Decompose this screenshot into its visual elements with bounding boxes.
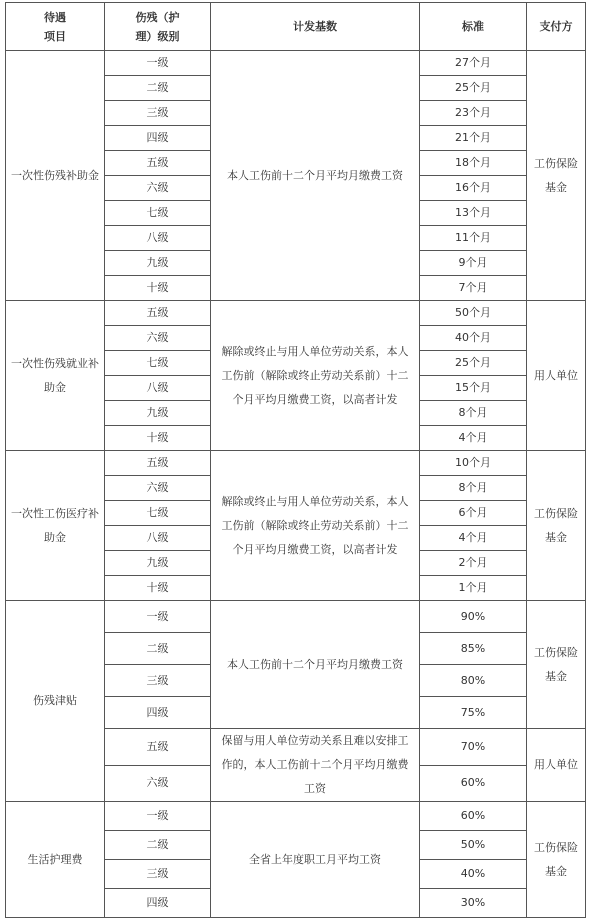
table-row — [6, 301, 586, 326]
standard-cell: 16个月 — [420, 176, 527, 201]
basis-cell: 解除或终止与用人单位劳动关系，本人工伤前（解除或终止劳动关系前）十二个月平均月缴费工资，以高者计发 — [211, 451, 420, 601]
standard-cell: 25个月 — [420, 351, 527, 376]
standard-cell: 2个月 — [420, 551, 527, 576]
header-level-line1: 伤残（护 — [135, 10, 180, 24]
standard-cell: 9个月 — [420, 251, 527, 276]
header-payer: 支付方 — [527, 3, 586, 51]
standard-cell: 4个月 — [420, 526, 527, 551]
table-row — [6, 601, 586, 633]
payer-cell: 用人单位 — [527, 729, 586, 802]
standard-cell: 40% — [420, 860, 527, 889]
level-cell: 七级 — [105, 201, 211, 226]
basis-cell: 解除或终止与用人单位劳动关系，本人工伤前（解除或终止劳动关系前）十二个月平均月缴费工资，以高者计发 — [211, 301, 420, 451]
level-cell: 二级 — [105, 633, 211, 665]
benefit-name-cell: 一次性工伤医疗补助金 — [6, 451, 105, 601]
basis-cell: 本人工伤前十二个月平均月缴费工资 — [211, 601, 420, 729]
basis-cell: 本人工伤前十二个月平均月缴费工资 — [211, 51, 420, 301]
level-cell: 九级 — [105, 551, 211, 576]
header-benefit — [6, 3, 105, 51]
standard-cell: 70% — [420, 729, 527, 766]
level-cell: 三级 — [105, 665, 211, 697]
basis-cell: 保留与用人单位劳动关系且难以安排工作的，本人工伤前十二个月平均月缴费工资 — [211, 729, 420, 802]
header-standard: 标准 — [420, 3, 527, 51]
level-cell: 六级 — [105, 176, 211, 201]
level-cell: 二级 — [105, 76, 211, 101]
level-cell: 三级 — [105, 860, 211, 889]
level-cell: 六级 — [105, 476, 211, 501]
standard-cell: 27个月 — [420, 51, 527, 76]
standard-cell: 13个月 — [420, 201, 527, 226]
payer-cell: 工伤保险基金 — [527, 802, 586, 918]
standard-cell: 75% — [420, 697, 527, 729]
header-level-line2: 理）级别 — [135, 29, 180, 43]
level-cell: 二级 — [105, 831, 211, 860]
standard-cell: 80% — [420, 665, 527, 697]
standard-cell: 90% — [420, 601, 527, 633]
standard-cell: 4个月 — [420, 426, 527, 451]
header-row — [6, 3, 586, 51]
level-cell: 八级 — [105, 226, 211, 251]
standard-cell: 15个月 — [420, 376, 527, 401]
header-level — [105, 3, 211, 51]
level-cell: 七级 — [105, 501, 211, 526]
table-row — [6, 51, 586, 76]
level-cell: 八级 — [105, 376, 211, 401]
level-cell: 五级 — [105, 729, 211, 766]
level-cell: 六级 — [105, 326, 211, 351]
level-cell: 五级 — [105, 451, 211, 476]
level-cell: 一级 — [105, 802, 211, 831]
standard-cell: 50个月 — [420, 301, 527, 326]
level-cell: 三级 — [105, 101, 211, 126]
payer-cell: 工伤保险基金 — [527, 451, 586, 601]
standard-cell: 8个月 — [420, 401, 527, 426]
standard-cell: 10个月 — [420, 451, 527, 476]
level-cell: 八级 — [105, 526, 211, 551]
level-cell: 六级 — [105, 765, 211, 802]
standard-cell: 50% — [420, 831, 527, 860]
standard-cell: 7个月 — [420, 276, 527, 301]
standard-cell: 23个月 — [420, 101, 527, 126]
header-benefit-line1: 待遇 — [44, 10, 66, 24]
standard-cell: 60% — [420, 802, 527, 831]
table-row — [6, 802, 586, 831]
level-cell: 五级 — [105, 151, 211, 176]
level-cell: 四级 — [105, 126, 211, 151]
standard-cell: 85% — [420, 633, 527, 665]
standard-cell: 60% — [420, 765, 527, 802]
benefit-name-cell: 伤残津贴 — [6, 601, 105, 802]
level-cell: 七级 — [105, 351, 211, 376]
benefit-name-cell: 生活护理费 — [6, 802, 105, 918]
level-cell: 五级 — [105, 301, 211, 326]
standard-cell: 18个月 — [420, 151, 527, 176]
benefit-name-cell: 一次性伤残就业补助金 — [6, 301, 105, 451]
payer-cell: 用人单位 — [527, 301, 586, 451]
benefits-table — [5, 2, 586, 918]
payer-cell: 工伤保险基金 — [527, 601, 586, 729]
standard-cell: 30% — [420, 889, 527, 918]
level-cell: 十级 — [105, 276, 211, 301]
level-cell: 一级 — [105, 51, 211, 76]
level-cell: 一级 — [105, 601, 211, 633]
standard-cell: 25个月 — [420, 76, 527, 101]
standard-cell: 1个月 — [420, 576, 527, 601]
level-cell: 十级 — [105, 576, 211, 601]
standard-cell: 40个月 — [420, 326, 527, 351]
level-cell: 四级 — [105, 697, 211, 729]
level-cell: 四级 — [105, 889, 211, 918]
level-cell: 十级 — [105, 426, 211, 451]
header-basis: 计发基数 — [211, 3, 420, 51]
level-cell: 九级 — [105, 401, 211, 426]
basis-cell: 全省上年度职工月平均工资 — [211, 802, 420, 918]
benefit-name-cell: 一次性伤残补助金 — [6, 51, 105, 301]
level-cell: 九级 — [105, 251, 211, 276]
payer-cell: 工伤保险基金 — [527, 51, 586, 301]
standard-cell: 21个月 — [420, 126, 527, 151]
standard-cell: 6个月 — [420, 501, 527, 526]
standard-cell: 11个月 — [420, 226, 527, 251]
standard-cell: 8个月 — [420, 476, 527, 501]
table-row — [6, 451, 586, 476]
header-benefit-line2: 项目 — [44, 29, 66, 43]
